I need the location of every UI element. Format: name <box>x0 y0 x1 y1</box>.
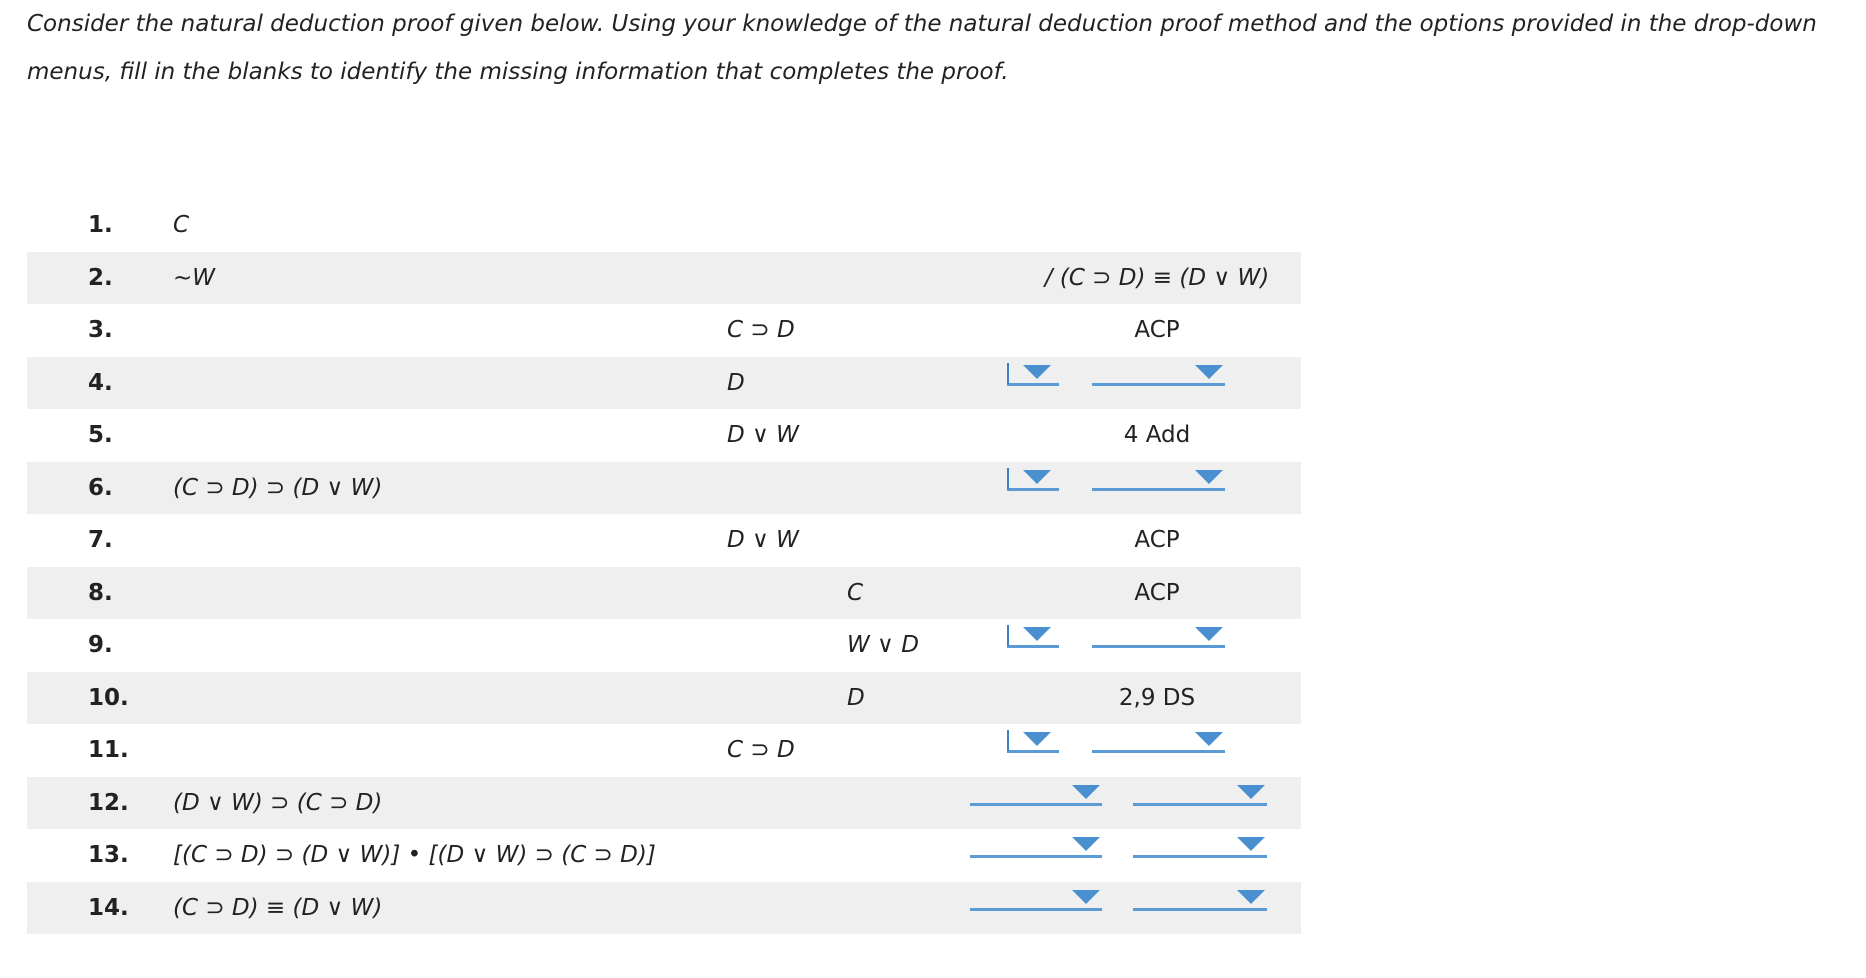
rule-dropdown[interactable] <box>1092 619 1225 648</box>
nested-subproof-formula: C <box>847 579 864 606</box>
proof-row-3 <box>27 304 1301 357</box>
subproof-formula: C ⊃ D <box>727 317 795 343</box>
line-reference-dropdown[interactable] <box>1007 619 1059 648</box>
main-formula: (C ⊃ D) ≡ (D ∨ W) <box>173 894 383 921</box>
dropdown-arrow-icon <box>1072 837 1100 851</box>
dropdown-edge <box>1007 363 1009 384</box>
nested-subproof-formula: W ∨ D <box>847 632 919 658</box>
proof-row-8 <box>27 567 1301 620</box>
dropdown-arrow-icon <box>1237 837 1265 851</box>
proof-row-14 <box>27 882 1301 935</box>
dropdown-arrow-icon <box>1072 785 1100 799</box>
line-number: 8. <box>88 579 113 606</box>
main-formula: (D ∨ W) ⊃ (C ⊃ D) <box>173 789 383 816</box>
dropdown-arrow-icon <box>1072 890 1100 904</box>
proof-row-6 <box>27 462 1301 515</box>
proof-row-1 <box>27 199 1301 252</box>
dropdown-edge <box>1007 625 1009 646</box>
dropdown-arrow-icon <box>1023 732 1051 746</box>
proof-table <box>27 199 1301 934</box>
line-number: 11. <box>88 737 129 763</box>
line-reference-dropdown[interactable] <box>1007 357 1059 386</box>
justification: 4 Add <box>1123 422 1191 448</box>
rule-dropdown[interactable] <box>1133 829 1267 858</box>
line-number: 14. <box>88 894 129 921</box>
proof-row-13 <box>27 829 1301 882</box>
line-number: 10. <box>88 684 129 711</box>
dropdown-edge <box>1007 468 1009 489</box>
subproof-formula: C ⊃ D <box>727 737 795 763</box>
instructions-text: Consider the natural deduction proof given below. Using your knowledge of the natural deduction proof method and the options provided in the drop-down menus, fill in the blanks to identify the missing information that completes the proof. <box>27 11 1817 85</box>
proof-row-10 <box>27 672 1301 725</box>
line-number: 1. <box>88 212 113 238</box>
rule-dropdown[interactable] <box>1092 462 1225 491</box>
line-number: 2. <box>88 264 113 291</box>
subproof-formula: D <box>727 369 745 396</box>
rule-dropdown[interactable] <box>1133 777 1267 806</box>
dropdown-arrow-icon <box>1023 470 1051 484</box>
proof-row-11 <box>27 724 1301 777</box>
dropdown-arrow-icon <box>1023 627 1051 641</box>
line-number: 3. <box>88 317 113 343</box>
justification: ACP <box>1134 317 1180 343</box>
line-number: 7. <box>88 527 113 553</box>
justification: ACP <box>1134 527 1180 553</box>
rule-dropdown[interactable] <box>1133 882 1267 911</box>
dropdown-arrow-icon <box>1195 365 1223 379</box>
subproof-formula: D ∨ W <box>727 527 799 553</box>
dropdown-arrow-icon <box>1023 365 1051 379</box>
main-formula: C <box>173 212 190 238</box>
proof-row-5 <box>27 409 1301 462</box>
justification: ACP <box>1134 579 1180 606</box>
line-reference-dropdown[interactable] <box>970 777 1102 806</box>
line-number: 12. <box>88 789 129 816</box>
subproof-formula: D ∨ W <box>727 422 799 448</box>
dropdown-arrow-icon <box>1195 470 1223 484</box>
line-number: 13. <box>88 842 129 868</box>
line-reference-dropdown[interactable] <box>970 829 1102 858</box>
line-number: 4. <box>88 369 113 396</box>
dropdown-edge <box>1007 730 1009 751</box>
dropdown-arrow-icon <box>1237 890 1265 904</box>
line-number: 6. <box>88 474 113 501</box>
line-number: 5. <box>88 422 113 448</box>
justification: 2,9 DS <box>1118 684 1196 711</box>
proof-row-12 <box>27 777 1301 830</box>
nested-subproof-formula: D <box>847 684 865 711</box>
dropdown-arrow-icon <box>1237 785 1265 799</box>
dropdown-arrow-icon <box>1195 732 1223 746</box>
conclusion-label: / (C ⊃ D) ≡ (D ∨ W) <box>1044 264 1270 291</box>
line-reference-dropdown[interactable] <box>1007 462 1059 491</box>
proof-row-2 <box>27 252 1301 305</box>
proof-row-7 <box>27 514 1301 567</box>
line-reference-dropdown[interactable] <box>970 882 1102 911</box>
line-number: 9. <box>88 632 113 658</box>
main-formula: [(C ⊃ D) ⊃ (D ∨ W)] • [(D ∨ W) ⊃ (C ⊃ D)] <box>173 842 656 868</box>
proof-row-4 <box>27 357 1301 410</box>
main-formula: (C ⊃ D) ⊃ (D ∨ W) <box>173 474 383 501</box>
main-formula: ~W <box>173 264 216 291</box>
line-reference-dropdown[interactable] <box>1007 724 1059 753</box>
rule-dropdown[interactable] <box>1092 724 1225 753</box>
dropdown-arrow-icon <box>1195 627 1223 641</box>
proof-row-9 <box>27 619 1301 672</box>
rule-dropdown[interactable] <box>1092 357 1225 386</box>
